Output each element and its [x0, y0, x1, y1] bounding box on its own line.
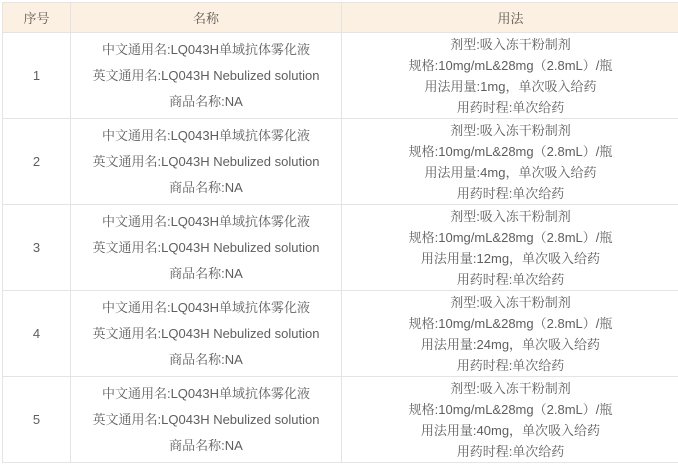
usage-cell	[342, 33, 678, 119]
name-brand: 商品名称:NA	[169, 179, 243, 195]
name-cn: 中文通用名:LQ043H单域抗体雾化液	[101, 385, 311, 401]
usage-form: 剂型:吸入冻干粉制剂	[450, 36, 571, 52]
usage-spec: 规格:10mg/mL&28mg（2.8mL）/瓶	[408, 315, 613, 331]
name-cell	[71, 291, 342, 377]
row-number: 4	[3, 291, 71, 377]
row-number: 2	[3, 119, 71, 205]
name-cn: 中文通用名:LQ043H单域抗体雾化液	[101, 213, 311, 229]
row-number: 5	[3, 377, 71, 463]
table-header	[3, 3, 678, 33]
usage-spec: 规格:10mg/mL&28mg（2.8mL）/瓶	[408, 143, 613, 159]
usage-form: 剂型:吸入冻干粉制剂	[450, 208, 571, 224]
usage-dose: 用法用量:12mg，单次吸入给药	[420, 250, 601, 266]
usage-spec: 规格:10mg/mL&28mg（2.8mL）/瓶	[408, 401, 613, 417]
name-cell	[71, 377, 342, 463]
name-en: 英文通用名:LQ043H Nebulized solution	[92, 325, 320, 341]
name-brand: 商品名称:NA	[169, 351, 243, 367]
name-brand: 商品名称:NA	[169, 93, 243, 109]
usage-duration: 用药时程:单次给药	[456, 99, 565, 115]
header-cell-name: 名称	[71, 3, 342, 33]
header-cell-no: 序号	[3, 3, 71, 33]
name-en: 英文通用名:LQ043H Nebulized solution	[92, 239, 320, 255]
name-cn: 中文通用名:LQ043H单域抗体雾化液	[101, 127, 311, 143]
table-row	[3, 377, 678, 463]
table-row	[3, 33, 678, 119]
header-row	[3, 3, 678, 33]
usage-cell	[342, 377, 678, 463]
table-row	[3, 205, 678, 291]
usage-dose: 用法用量:40mg，单次吸入给药	[420, 422, 601, 438]
table-row	[3, 119, 678, 205]
table-body	[3, 33, 678, 463]
usage-form: 剂型:吸入冻干粉制剂	[450, 294, 571, 310]
drug-info-table	[2, 2, 678, 463]
usage-duration: 用药时程:单次给药	[456, 185, 565, 201]
usage-cell	[342, 119, 678, 205]
name-brand: 商品名称:NA	[169, 265, 243, 281]
usage-cell	[342, 291, 678, 377]
table-row	[3, 291, 678, 377]
name-en: 英文通用名:LQ043H Nebulized solution	[92, 411, 320, 427]
header-cell-usage: 用法	[342, 3, 678, 33]
row-number: 1	[3, 33, 71, 119]
usage-form: 剂型:吸入冻干粉制剂	[450, 122, 571, 138]
usage-spec: 规格:10mg/mL&28mg（2.8mL）/瓶	[408, 57, 613, 73]
name-cell	[71, 33, 342, 119]
usage-form: 剂型:吸入冻干粉制剂	[450, 380, 571, 396]
name-cell	[71, 205, 342, 291]
name-en: 英文通用名:LQ043H Nebulized solution	[92, 153, 320, 169]
usage-cell	[342, 205, 678, 291]
usage-dose: 用法用量:1mg，单次吸入给药	[424, 78, 597, 94]
name-brand: 商品名称:NA	[169, 437, 243, 453]
usage-duration: 用药时程:单次给药	[456, 443, 565, 459]
row-number: 3	[3, 205, 71, 291]
name-en: 英文通用名:LQ043H Nebulized solution	[92, 67, 320, 83]
usage-duration: 用药时程:单次给药	[456, 357, 565, 373]
name-cn: 中文通用名:LQ043H单域抗体雾化液	[101, 41, 311, 57]
usage-duration: 用药时程:单次给药	[456, 271, 565, 287]
name-cn: 中文通用名:LQ043H单域抗体雾化液	[101, 299, 311, 315]
usage-dose: 用法用量:24mg，单次吸入给药	[420, 336, 601, 352]
usage-dose: 用法用量:4mg，单次吸入给药	[424, 164, 597, 180]
name-cell	[71, 119, 342, 205]
usage-spec: 规格:10mg/mL&28mg（2.8mL）/瓶	[408, 229, 613, 245]
